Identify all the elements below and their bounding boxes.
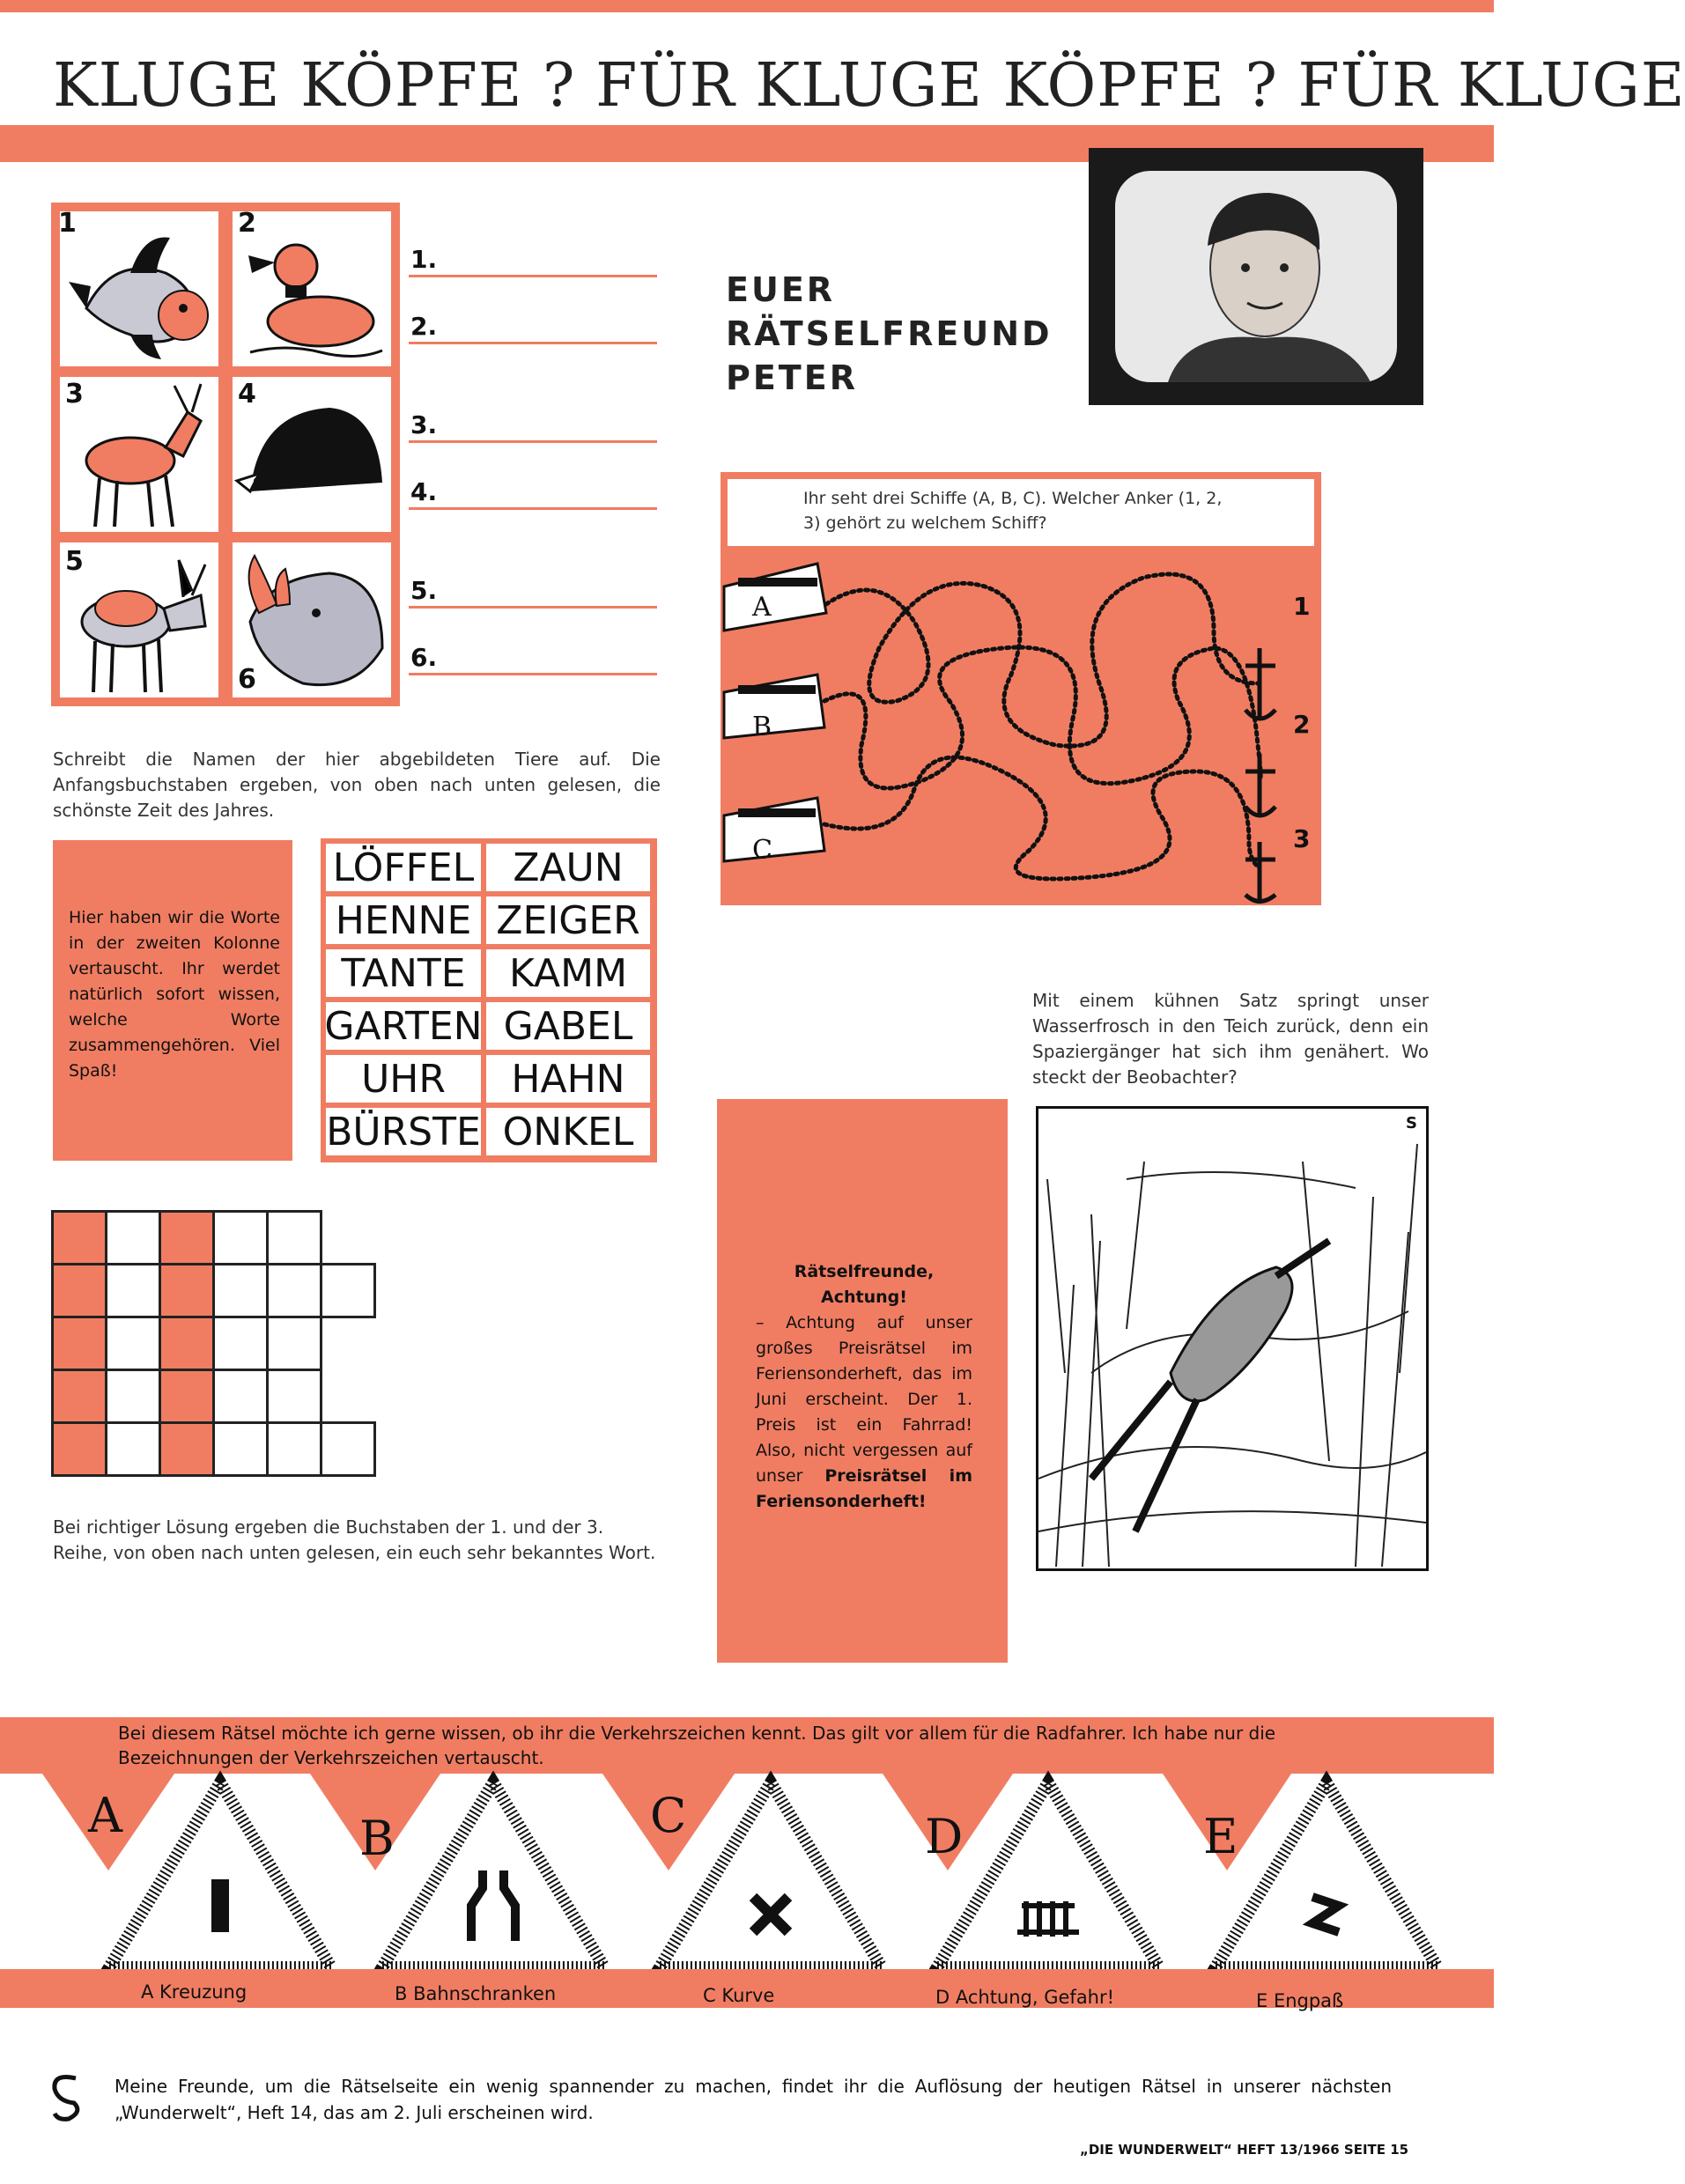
ship-label-a: A	[752, 592, 772, 623]
animal-cell-2	[233, 211, 391, 366]
host-photo	[1115, 171, 1397, 382]
right-word-3: KAMM	[484, 948, 652, 999]
answer-line-3[interactable]	[409, 440, 657, 443]
frog-corner-mark: S	[1406, 1114, 1417, 1133]
answer-number-6: 6.	[410, 643, 438, 672]
fish-icon	[60, 211, 218, 366]
hedgehog-icon	[233, 377, 391, 532]
notice-text	[756, 1259, 972, 1515]
cell-number-6: 6	[238, 664, 256, 695]
duck-icon	[233, 211, 391, 366]
animal-cell-1	[60, 211, 218, 366]
page-title: KLUGE KÖPFE ? FÜR KLUGE KÖPFE ? FÜR KLUGE	[53, 51, 1685, 121]
cell-number-5: 5	[65, 546, 84, 577]
page-reference: „DIE WUNDERWELT“ HEFT 13/1966 SEITE 15	[1080, 2142, 1409, 2158]
left-word-5: UHR	[324, 1053, 483, 1104]
anchor-icons	[1245, 648, 1275, 904]
sign-letter-b: B	[359, 1811, 395, 1866]
answer-line-4[interactable]	[409, 507, 657, 510]
frog-illustration	[1036, 1106, 1429, 1571]
right-word-2: ZEIGER	[484, 895, 652, 946]
ship-a-icon	[724, 564, 826, 631]
sign-letter-d: D	[925, 1809, 964, 1864]
answer-line-2[interactable]	[409, 342, 657, 344]
cell-number-1: 1	[58, 208, 77, 239]
traffic-intro: Bei diesem Rätsel möchte ich gerne wissen, ob ihr die Verkehrszeichen kennt. Das gilt vor allem für die Radfahrer. Ich habe nur die Bezeichnungen der Verkehrszeichen vertauscht.	[118, 1723, 1276, 1768]
notice-box	[717, 1099, 1008, 1663]
top-band	[0, 0, 1494, 12]
left-word-1: LÖFFEL	[324, 842, 483, 893]
left-word-3: TANTE	[324, 948, 483, 999]
signs-banner	[0, 1774, 1494, 1967]
left-word-2: HENNE	[324, 895, 483, 946]
anchor-label-1: 1	[1293, 592, 1311, 621]
cell-number-3: 3	[65, 379, 84, 410]
animal-cell-3	[60, 377, 218, 532]
rhino-icon	[233, 542, 391, 697]
rope-lines	[824, 574, 1260, 879]
host-photo-frame	[1089, 148, 1423, 405]
notice-emphasis: Preisrätsel im Feriensonderheft!	[756, 1466, 972, 1511]
sign-label-e: E Engpaß	[1256, 1990, 1344, 2011]
crossword-instructions: Bei richtiger Lösung ergeben die Buchstaben der 1. und der 3. Reihe, von oben nach unten gelesen, ein euch sehr bekanntes Wort.	[53, 1516, 656, 1563]
right-word-1: ZAUN	[484, 842, 652, 893]
sign-letter-e: E	[1203, 1809, 1238, 1864]
right-word-5: HAHN	[484, 1053, 652, 1104]
answer-number-5: 5.	[410, 576, 438, 605]
sign-letter-c: C	[650, 1788, 687, 1843]
right-word-6: ONKEL	[484, 1106, 652, 1157]
answer-number-4: 4.	[410, 477, 438, 506]
answer-line-1[interactable]	[409, 275, 657, 277]
answer-number-1: 1.	[410, 245, 438, 274]
anchor-label-3: 3	[1293, 824, 1311, 853]
answer-number-2: 2.	[410, 312, 438, 341]
host-line-1: EUER	[726, 270, 836, 309]
donkey-icon	[60, 542, 218, 697]
portrait-icon	[1115, 171, 1397, 382]
footer-text: Meine Freunde, um die Rätselseite ein wenig spannender zu machen, findet ihr die Auflösung der heutigen Rätsel in unserer nächsten „Wunderwelt“, Heft 14, das am 2. Juli erscheinen wird.	[115, 2076, 1392, 2123]
ship-label-c: C	[752, 835, 772, 866]
sign-label-b: B Bahnschranken	[395, 1983, 557, 2004]
animal-cell-5	[60, 542, 218, 697]
sign-letter-a: A	[88, 1788, 122, 1843]
left-word-6: BÜRSTE	[324, 1106, 483, 1157]
ships-question: Ihr seht drei Schiffe (A, B, C). Welcher Anker (1, 2, 3) gehört zu welchem Schiff?	[803, 489, 1223, 533]
words-table	[321, 838, 657, 1162]
right-word-4: GABEL	[484, 1000, 652, 1051]
answer-number-3: 3.	[410, 410, 438, 439]
publisher-logo-icon	[48, 2070, 86, 2126]
words-description-box	[53, 840, 292, 1161]
ships-maze	[721, 551, 1321, 904]
words-description: Hier haben wir die Worte in der zweiten Kolonne vertauscht. Ihr werdet natürlich sofort wissen, welche Worte zusammengehören. Viel Spaß!	[69, 908, 280, 1081]
crossword-grid[interactable]	[51, 1210, 376, 1477]
answer-line-5[interactable]	[409, 606, 657, 609]
deer-icon	[60, 377, 218, 532]
frog-question: Mit einem kühnen Satz springt unser Wasserfrosch in den Teich zurück, denn ein Spaziergänger hat sich ihm genähert. Wo steckt der Beobachter?	[1032, 990, 1429, 1088]
ship-b-icon	[724, 675, 824, 738]
cell-number-2: 2	[238, 208, 256, 239]
ships-question-box	[728, 479, 1314, 546]
frog-scene-icon	[1038, 1109, 1426, 1568]
host-line-2: RÄTSELFREUND	[726, 314, 1053, 353]
notice-body: – Achtung auf unser großes Preisrätsel im Feriensonderheft, das im Juni erscheint. Der 1. Preis ist ein Fahrrad! Also, nicht vergessen auf unser	[756, 1313, 972, 1486]
cell-number-4: 4	[238, 379, 256, 410]
host-line-3: PETER	[726, 358, 858, 397]
sign-label-d: D Achtung, Gefahr!	[935, 1987, 1115, 2008]
sign-label-a: A Kreuzung	[141, 1981, 248, 2003]
ships-puzzle-frame	[721, 472, 1321, 905]
anchor-label-2: 2	[1293, 710, 1311, 739]
answer-line-6[interactable]	[409, 673, 657, 675]
sign-label-c: C Kurve	[703, 1985, 775, 2006]
host-name-block	[726, 268, 1053, 400]
left-word-4: GARTEN	[324, 1000, 483, 1051]
ship-label-b: B	[752, 712, 772, 742]
animal-cell-6	[233, 542, 391, 697]
notice-title: Rätselfreunde, Achtung!	[794, 1262, 935, 1307]
ship-c-icon	[724, 798, 824, 861]
animals-grid	[51, 203, 400, 706]
animals-instructions: Schreibt die Namen der hier abgebildeten Tiere auf. Die Anfangsbuchstaben ergeben, von oben nach unten gelesen, die schönste Zeit des Jahres.	[53, 749, 661, 821]
animal-cell-4	[233, 377, 391, 532]
